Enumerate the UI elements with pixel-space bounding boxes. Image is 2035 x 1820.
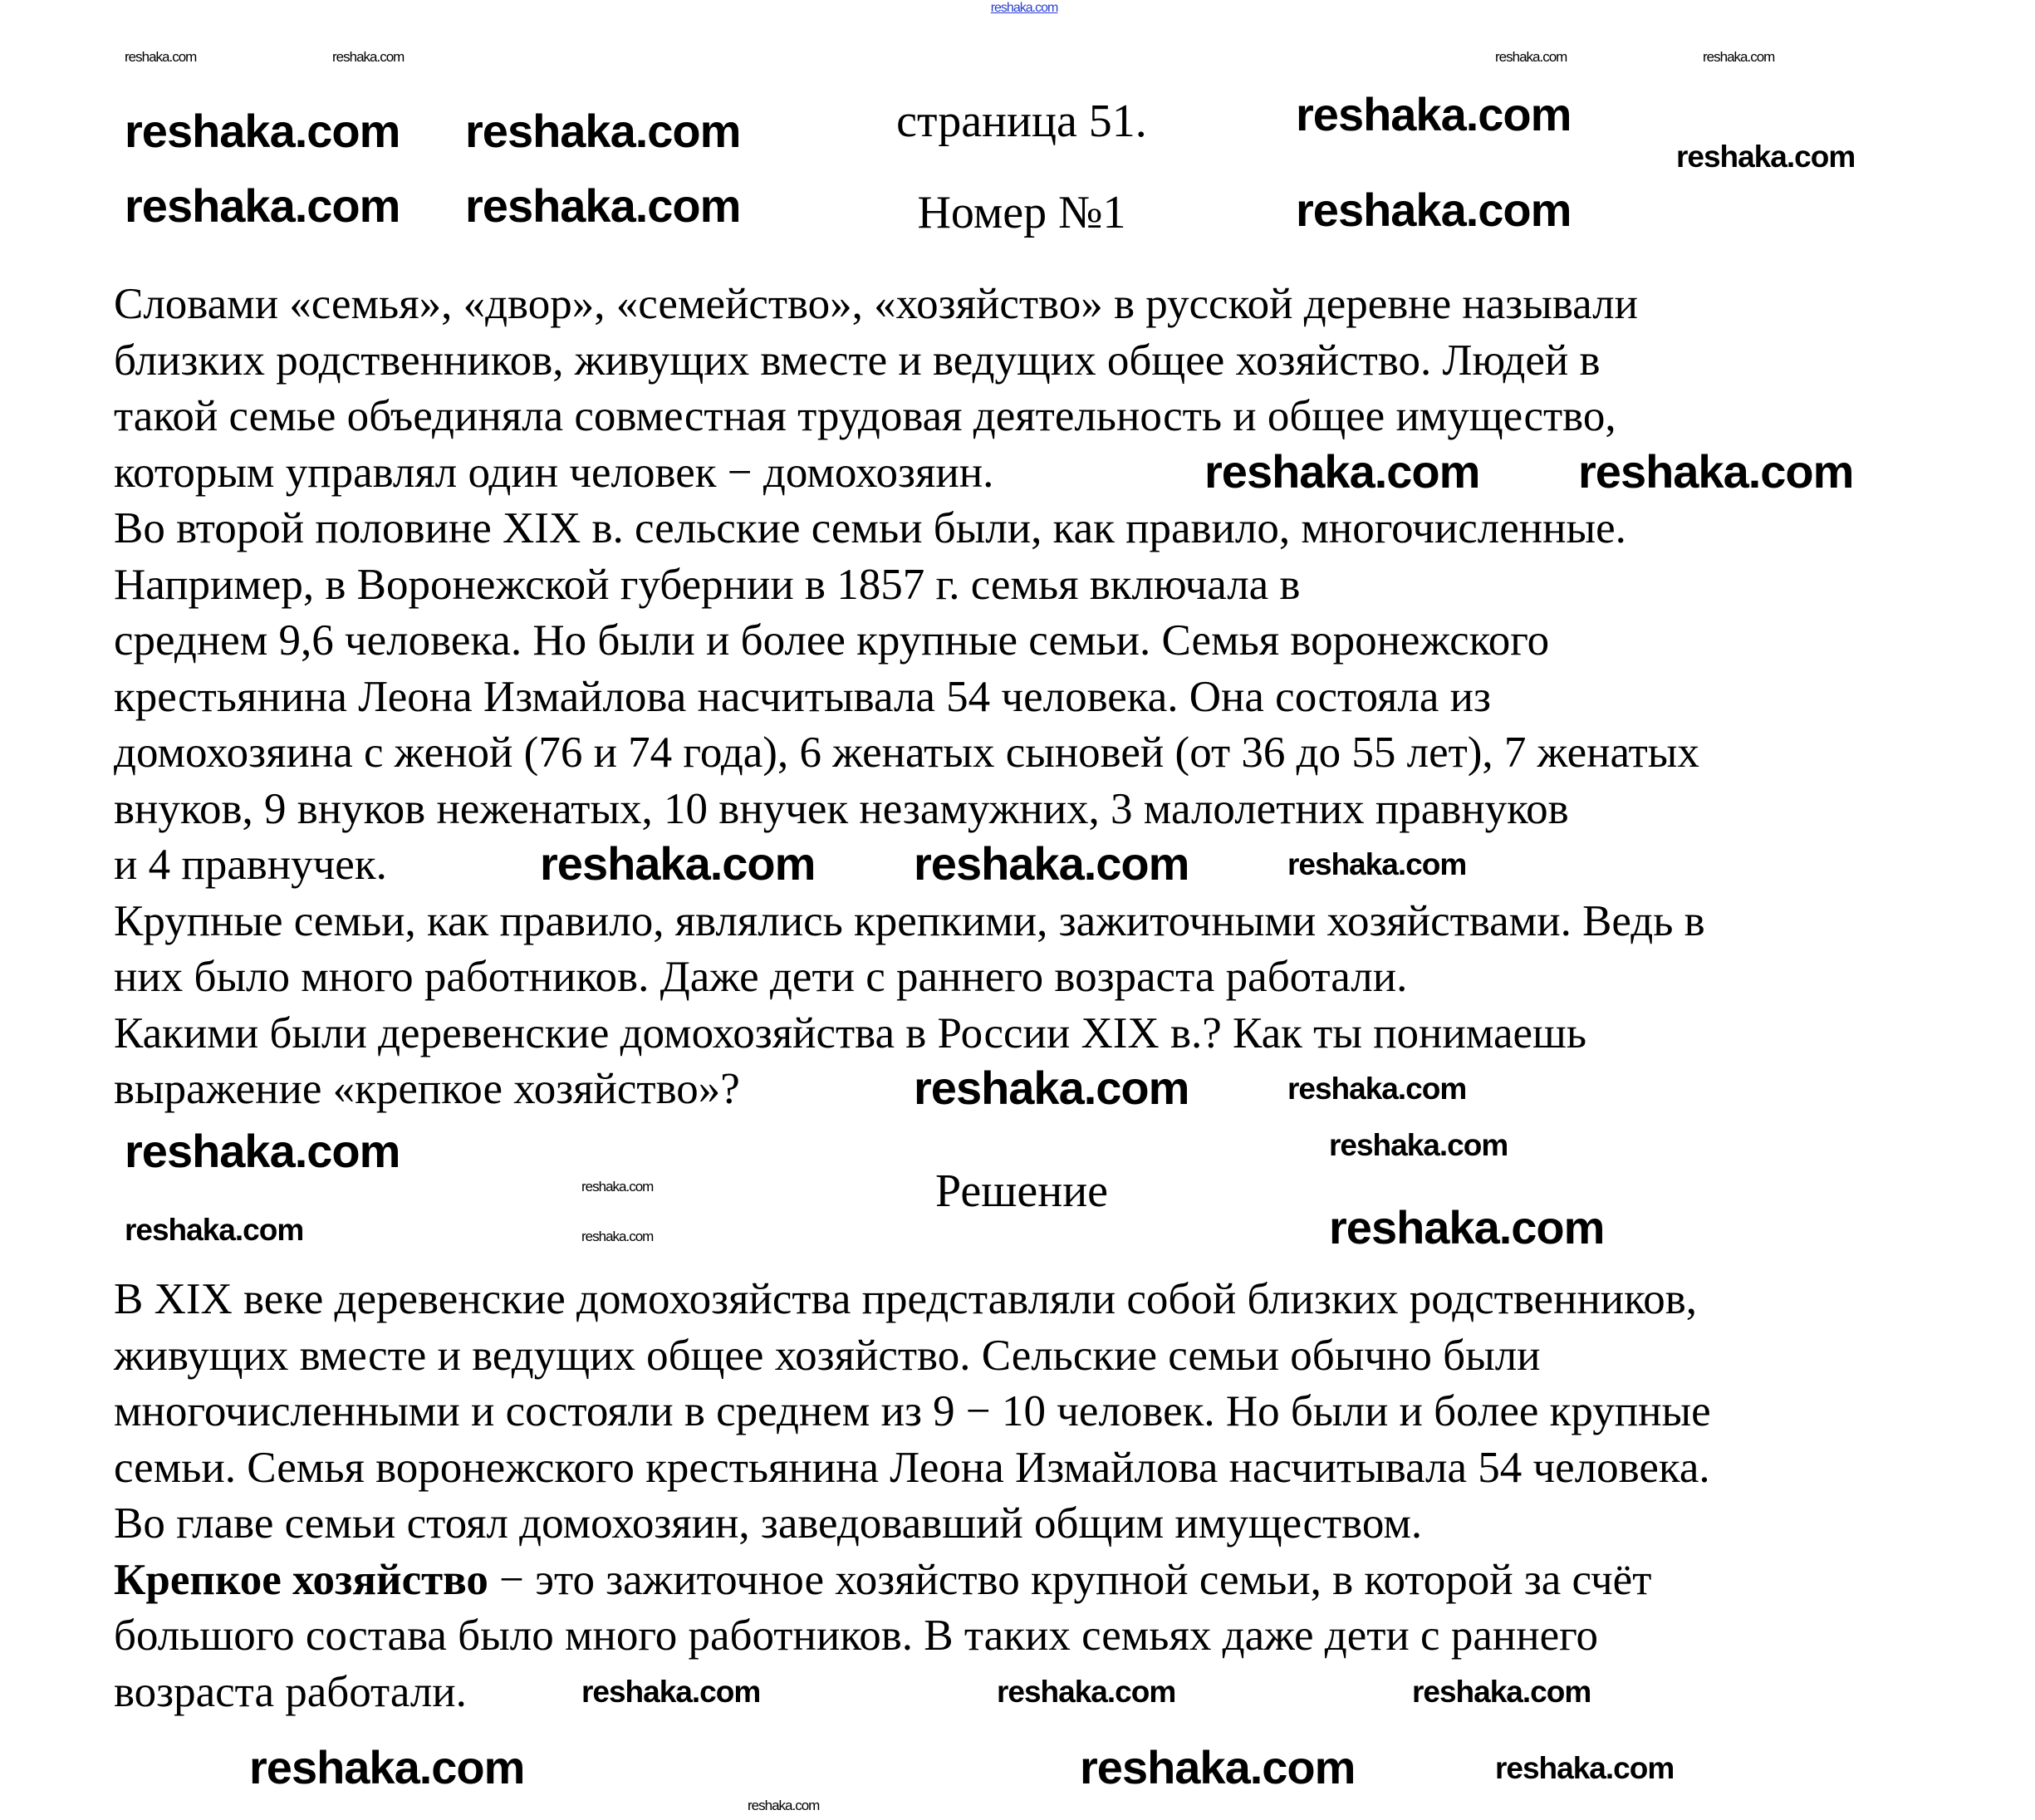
- watermark: reshaka.com: [1329, 1128, 1508, 1162]
- watermark: reshaka.com: [748, 1798, 820, 1813]
- watermark: reshaka.com: [1412, 1675, 1591, 1709]
- watermark: reshaka.com: [125, 49, 197, 65]
- text-line: Например, в Воронежской губернии в 1857 г. семья включала в: [114, 560, 1301, 609]
- watermark: reshaka.com: [1495, 49, 1567, 65]
- watermark: reshaka.com: [1287, 847, 1467, 881]
- watermark: reshaka.com: [997, 1675, 1176, 1709]
- watermark: reshaka.com: [581, 1229, 654, 1244]
- text-line: многочисленными и состояли в среднем из 9 − 10 человек. Но были и более крупные: [114, 1387, 1711, 1435]
- watermark: reshaka.com: [1287, 1072, 1467, 1106]
- watermark: reshaka.com: [249, 1741, 525, 1793]
- definition-text: − это зажиточное хозяйство крупной семьи, в которой за счёт: [488, 1555, 1652, 1604]
- text-line: В XIX веке деревенские домохозяйства представляли собой близких родственников,: [114, 1275, 1698, 1323]
- watermark: reshaka.com: [540, 837, 816, 890]
- definition-line: [114, 1553, 1651, 1609]
- watermark: reshaka.com: [332, 49, 405, 65]
- watermark: reshaka.com: [125, 105, 400, 157]
- watermark: reshaka.com: [581, 1179, 654, 1195]
- watermark: reshaka.com: [1204, 445, 1480, 498]
- text-line: и 4 правнучек.: [114, 841, 387, 889]
- text-line: живущих вместе и ведущих общее хозяйство. Сельские семьи обычно были: [114, 1331, 1541, 1380]
- text-line: крестьянина Леона Измайлова насчитывала 54 человека. Она состояла из: [114, 672, 1491, 721]
- watermark: reshaka.com: [1296, 88, 1572, 140]
- text-line: Крупные семьи, как правило, являлись крепкими, зажиточными хозяйствами. Ведь в: [114, 896, 1705, 945]
- solution-heading: Решение: [934, 1165, 1109, 1217]
- text-line: большого состава было много работников. В таких семьях даже дети с раннего: [114, 1612, 1599, 1660]
- text-line: них было много работников. Даже дети с раннего возраста работали.: [114, 953, 1408, 1001]
- watermark: reshaka.com: [1080, 1741, 1356, 1793]
- watermark: reshaka.com: [914, 837, 1189, 890]
- watermark: reshaka.com: [1329, 1201, 1605, 1253]
- exercise-heading: Номер №1: [917, 187, 1126, 238]
- text-line: внуков, 9 внуков неженатых, 10 внучек незамужних, 3 малолетних правнуков: [114, 784, 1569, 833]
- solution-text: [114, 1272, 1711, 1720]
- text-line: Во второй половине XIX в. сельские семьи были, как правило, многочисленные.: [114, 504, 1626, 552]
- page-number-heading: страница 51.: [896, 96, 1147, 147]
- watermark: reshaka.com: [465, 179, 741, 232]
- text-line: среднем 9,6 человека. Но были и более крупные семьи. Семья воронежского: [114, 616, 1550, 665]
- task-text: [114, 277, 1705, 1118]
- question-line: выражение «крепкое хозяйство»?: [114, 1065, 740, 1113]
- defined-term: Крепкое хозяйство: [114, 1555, 488, 1604]
- watermark: reshaka.com: [1578, 445, 1854, 498]
- watermark: reshaka.com: [1296, 184, 1572, 236]
- watermark: reshaka.com: [125, 1125, 400, 1177]
- watermark: reshaka.com: [581, 1675, 761, 1709]
- text-line: домохозяина с женой (76 и 74 года), 6 женатых сыновей (от 36 до 55 лет), 7 женатых: [114, 728, 1699, 777]
- watermark-link[interactable]: reshaka.com: [990, 1, 1058, 15]
- text-line: Во главе семьи стоял домохозяин, заведовавший общим имуществом.: [114, 1499, 1423, 1548]
- watermark: reshaka.com: [465, 105, 741, 157]
- text-line: которым управлял один человек − домохозяин.: [114, 448, 994, 497]
- watermark: reshaka.com: [1676, 140, 1856, 174]
- text-line: близких родственников, живущих вместе и ведущих общее хозяйство. Людей в: [114, 336, 1601, 385]
- question-line: Какими были деревенские домохозяйства в России XIX в.? Как ты понимаешь: [114, 1008, 1586, 1057]
- watermark: reshaka.com: [1495, 1751, 1675, 1785]
- text-line: такой семье объединяла совместная трудовая деятельность и общее имущество,: [114, 392, 1616, 440]
- watermark: reshaka.com: [914, 1062, 1189, 1114]
- watermark: reshaka.com: [125, 179, 400, 232]
- watermark: reshaka.com: [125, 1213, 304, 1247]
- watermark: reshaka.com: [1703, 49, 1775, 65]
- text-line: семьи. Семья воронежского крестьянина Леона Измайлова насчитывала 54 человека.: [114, 1443, 1710, 1492]
- text-line: возраста работали.: [114, 1667, 467, 1716]
- text-line: Словами «семья», «двор», «семейство», «хозяйство» в русской деревне называли: [114, 280, 1638, 328]
